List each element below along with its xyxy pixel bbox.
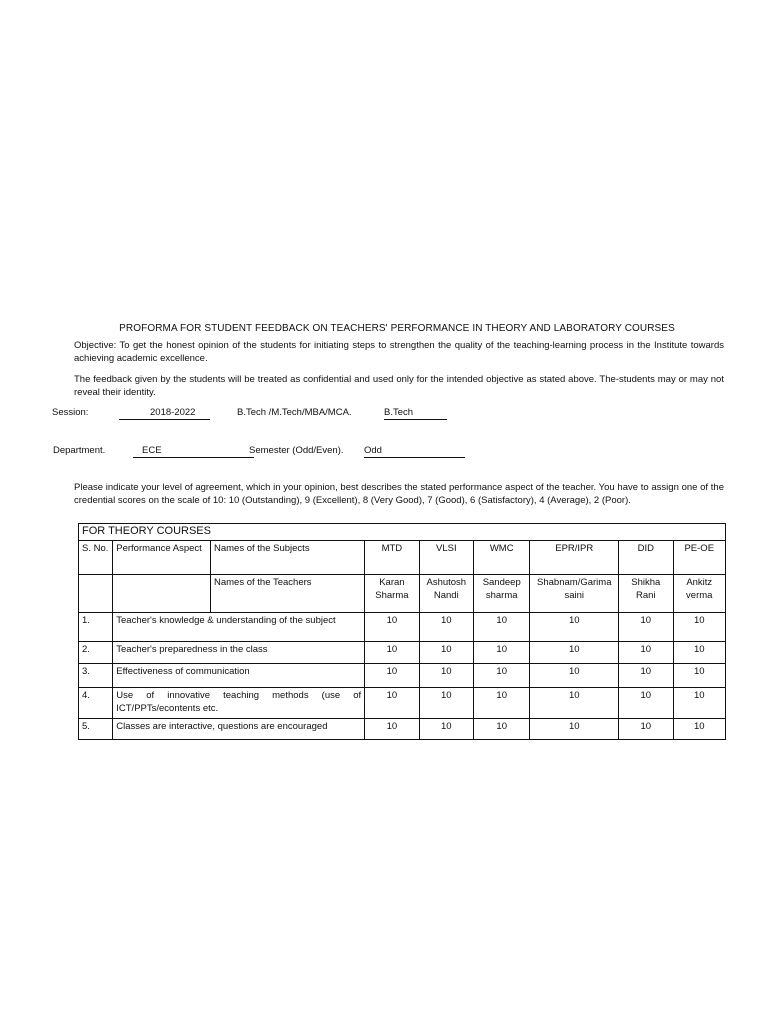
- score-cell: 10: [474, 663, 530, 687]
- teacher-name: Sandeep sharma: [474, 574, 530, 612]
- score-cell: 10: [673, 612, 726, 641]
- department-value: ECE: [133, 444, 254, 458]
- session-value: 2018-2022: [119, 406, 210, 420]
- row-sno: 2.: [79, 641, 113, 663]
- teacher-name: Shabnam/Garima saini: [530, 574, 619, 612]
- score-cell: 10: [673, 663, 726, 687]
- subject-name: PE-OE: [673, 540, 726, 574]
- score-cell: 10: [419, 718, 473, 739]
- feedback-table: [78, 523, 726, 740]
- teacher-name: Karan Sharma: [365, 574, 419, 612]
- score-cell: 10: [530, 641, 619, 663]
- row-sno: 5.: [79, 718, 113, 739]
- table-row: [79, 612, 726, 641]
- semester-label: Semester (Odd/Even).: [249, 445, 344, 456]
- score-cell: 10: [673, 718, 726, 739]
- score-cell: 10: [419, 687, 473, 718]
- subject-name: DID: [619, 540, 673, 574]
- score-cell: 10: [365, 612, 419, 641]
- form-title: PROFORMA FOR STUDENT FEEDBACK ON TEACHERS' PERFORMANCE IN THEORY AND LABORATORY COURSES: [119, 323, 675, 334]
- empty-cell: [113, 574, 211, 612]
- table-row: [79, 718, 726, 739]
- aspect-header: Performance Aspect: [113, 540, 211, 574]
- score-cell: 10: [419, 663, 473, 687]
- subject-name: VLSI: [419, 540, 473, 574]
- teachers-header-row: [79, 574, 726, 612]
- score-cell: 10: [619, 687, 673, 718]
- score-cell: 10: [530, 687, 619, 718]
- score-cell: 10: [619, 641, 673, 663]
- score-cell: 10: [365, 641, 419, 663]
- score-cell: 10: [365, 718, 419, 739]
- score-cell: 10: [619, 612, 673, 641]
- program-label: B.Tech /M.Tech/MBA/MCA.: [237, 407, 352, 418]
- row-aspect: Effectiveness of communication: [113, 663, 365, 687]
- score-cell: 10: [365, 687, 419, 718]
- table-row: [79, 641, 726, 663]
- table-row: [79, 687, 726, 718]
- score-cell: 10: [365, 663, 419, 687]
- row-aspect: Classes are interactive, questions are encouraged: [113, 718, 365, 739]
- row-aspect: Teacher's preparedness in the class: [113, 641, 365, 663]
- teacher-name: Ankitz verma: [673, 574, 726, 612]
- teacher-name: Shikha Rani: [619, 574, 673, 612]
- table-row: [79, 663, 726, 687]
- score-cell: 10: [474, 641, 530, 663]
- score-cell: 10: [530, 718, 619, 739]
- objective-text: Objective: To get the honest opinion of the students for initiating steps to strengthen the quality of the teaching-learning process in the Institute towards achieving academic excellence.: [74, 340, 724, 365]
- score-cell: 10: [530, 663, 619, 687]
- subject-name: EPR/IPR: [530, 540, 619, 574]
- score-cell: 10: [419, 641, 473, 663]
- score-cell: 10: [530, 612, 619, 641]
- subjects-header-row: [79, 540, 726, 574]
- score-cell: 10: [474, 718, 530, 739]
- empty-cell: [79, 574, 113, 612]
- row-aspect: Use of innovative teaching methods (use of ICT/PPTs/econtents etc.: [113, 687, 365, 718]
- program-value: B.Tech: [384, 406, 447, 420]
- score-cell: 10: [673, 641, 726, 663]
- subjects-header: Names of the Subjects: [211, 540, 365, 574]
- teachers-header: Names of the Teachers: [211, 574, 365, 612]
- section-title: FOR THEORY COURSES: [79, 524, 726, 541]
- score-cell: 10: [619, 718, 673, 739]
- session-label: Session:: [52, 407, 89, 418]
- row-sno: 1.: [79, 612, 113, 641]
- subject-name: MTD: [365, 540, 419, 574]
- section-title-row: [79, 524, 726, 541]
- score-cell: 10: [474, 612, 530, 641]
- confidential-note: The feedback given by the students will be treated as confidential and used only for the intended objective as stated above. The-students may or may not reveal their identity.: [74, 374, 724, 399]
- row-aspect: Teacher's knowledge & understanding of the subject: [113, 612, 365, 641]
- row-sno: 4.: [79, 687, 113, 718]
- teacher-name: Ashutosh Nandi: [419, 574, 473, 612]
- semester-value: Odd: [364, 444, 465, 458]
- score-cell: 10: [419, 612, 473, 641]
- instructions-text: Please indicate your level of agreement, which in your opinion, best describes the stated performance aspect of the teacher. You have to assign one of the credential scores on the scale of 10: 10 (Outstanding), 9 (Excellent), 8 (Very Good), 7 (Good), 6 (Satisfactory), 4 (Average), 2 (Poor).: [74, 482, 724, 507]
- score-cell: 10: [673, 687, 726, 718]
- subject-name: WMC: [474, 540, 530, 574]
- score-cell: 10: [474, 687, 530, 718]
- score-cell: 10: [619, 663, 673, 687]
- sno-header: S. No.: [79, 540, 113, 574]
- department-label: Department.: [53, 445, 106, 456]
- row-sno: 3.: [79, 663, 113, 687]
